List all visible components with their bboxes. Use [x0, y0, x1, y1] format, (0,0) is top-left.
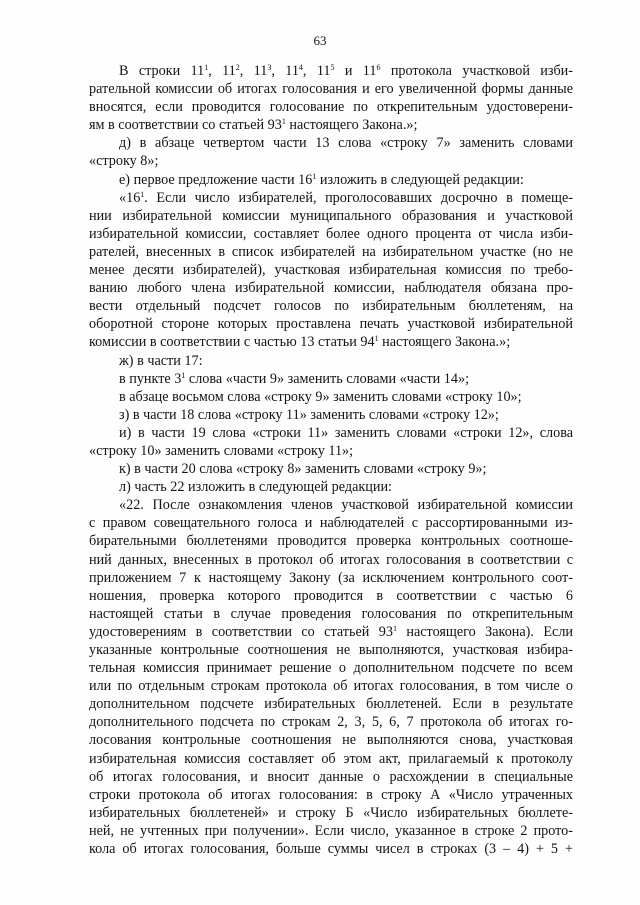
text-line — [89, 116, 573, 134]
text-line — [89, 786, 573, 804]
text-line — [89, 695, 573, 713]
text-line — [89, 623, 573, 641]
text-line — [89, 713, 573, 731]
text-line — [89, 768, 573, 786]
text-line — [89, 551, 573, 569]
text-segment: избирательная комиссия составляет об этом акт, прилагаемый к протоколу — [89, 750, 573, 767]
text-line — [89, 352, 573, 370]
text-segment: е) первое предложение части 16 — [119, 171, 313, 188]
text-line — [89, 315, 573, 333]
text-line — [89, 297, 573, 315]
text-line — [89, 171, 573, 189]
text-line — [89, 804, 573, 822]
text-segment: избирательной комиссии, составляет более одного процента от числа изби- — [89, 225, 573, 242]
text-line — [89, 460, 573, 478]
text-segment: об итогах голосования, и вносит данные о расхождении в специальные — [89, 768, 573, 785]
text-line — [89, 677, 573, 695]
text-segment: , 11 — [208, 63, 236, 79]
text-segment: оборотной стороне которых проставлена печать участковой избирательной — [89, 316, 573, 333]
document-body — [89, 62, 573, 858]
text-segment: тельная комиссия принимает решение о дополнительном подсчете по всем — [89, 660, 573, 677]
text-segment: ям в соответствии со статьей 93 — [89, 117, 282, 134]
text-line — [89, 750, 573, 768]
text-line — [89, 659, 573, 677]
text-segment: настоящего Закона.»; — [378, 334, 511, 351]
text-segment: рателей, внесенных в список избирателей на избирательном участке (но не — [89, 243, 573, 260]
text-segment: дополнительного подсчета по строкам 2, 3, 5, 6, 7 протокола об итогах го- — [89, 714, 573, 731]
text-segment: или по отдельным строкам протокола об итогах голосования, в том числе о — [89, 678, 573, 695]
text-line — [89, 388, 573, 406]
text-line — [89, 532, 573, 550]
text-segment: с правом совещательного голоса и наблюдателей с рассортированными из- — [89, 515, 573, 532]
text-segment: избирательных бюллетеней» и строку Б «Число избирательных бюллете- — [89, 804, 573, 821]
text-segment: В строки 11 — [119, 63, 205, 79]
text-segment: приложением 7 к настоящему Закону (за исключением контрольного соот- — [89, 569, 573, 586]
text-segment: в абзаце восьмом слова «строку 9» заменить словами «строку 10»; — [119, 388, 522, 405]
text-line — [89, 569, 573, 587]
text-segment: ванию любого члена избирательной комиссии, наблюдателя обязана про- — [89, 280, 573, 297]
text-segment: . Если число избирателей, проголосовавших досрочно в помеще- — [144, 189, 573, 206]
text-line — [89, 62, 573, 80]
page-number: 63 — [313, 33, 327, 48]
text-line — [89, 605, 573, 623]
text-line — [89, 478, 573, 496]
text-segment: к) в части 20 слова «строку 8» заменить словами «строку 9»; — [119, 461, 487, 478]
text-segment: ний данных, внесенных в протокол об итогах голосования в соответствии с — [89, 551, 573, 568]
text-segment: ношения, проверка которого проводится в соответствии с частью 6 — [89, 587, 573, 604]
superscript: 1 — [181, 370, 186, 380]
text-segment: ней, не учтенных при получении». Если число, указанное в строке 2 прото- — [89, 822, 573, 839]
text-segment: з) в части 18 слова «строку 11» заменить словами «строку 12»; — [119, 406, 499, 423]
text-segment: , 11 — [239, 63, 268, 79]
text-segment: настоящей статьи в случае проведения голосования по открепительным — [89, 605, 573, 622]
text-segment: комиссии в соответствии с частью 13 статьи 94 — [89, 334, 375, 351]
text-line — [89, 80, 573, 98]
text-line — [89, 731, 573, 749]
text-segment: «строку 10» заменить словами «строку 11»; — [89, 442, 354, 459]
text-line — [89, 496, 573, 514]
text-segment: менее десяти избирателей), участковая избирательная комиссия по требо- — [89, 262, 573, 279]
text-segment: указанные контрольные соотношения не выполняются, участковая избира- — [89, 642, 573, 658]
text-line — [89, 98, 573, 116]
text-segment: ж) в части 17: — [119, 352, 203, 369]
text-line — [89, 333, 573, 351]
text-line — [89, 279, 573, 297]
text-line — [89, 225, 573, 243]
text-segment: в пункте 3 — [119, 370, 182, 387]
text-line — [89, 587, 573, 605]
text-segment: «16 — [119, 189, 141, 206]
text-segment: нии избирательной комиссии муниципального образования и участковой — [89, 207, 573, 224]
superscript: 1 — [374, 334, 379, 344]
superscript: 3 — [267, 63, 272, 72]
text-line — [89, 641, 573, 659]
text-segment: л) часть 22 изложить в следующей редакции: — [119, 479, 392, 496]
superscript: 1 — [281, 117, 286, 127]
text-segment: настоящего Закона). Если — [396, 623, 573, 640]
text-line — [89, 822, 573, 840]
text-segment: , 11 — [271, 63, 299, 79]
text-segment: дополнительном подсчете избирательных бюллетеней. Если в результате — [89, 696, 573, 713]
text-line — [89, 189, 573, 207]
text-segment: д) в абзаце четвертом части 13 слова «строку 7» заменить словами — [119, 135, 573, 152]
text-line — [89, 370, 573, 388]
text-line — [89, 152, 573, 170]
text-segment: слова «части 9» заменить словами «части 14»; — [185, 370, 470, 387]
superscript: 1 — [392, 623, 397, 633]
text-segment: «22. После ознакомления членов участковой избирательной комиссии — [119, 497, 573, 514]
superscript: 2 — [235, 63, 240, 72]
text-line — [89, 406, 573, 424]
text-segment: лосования контрольные соотношения не выполняются снова, участковая — [89, 732, 573, 749]
text-line — [89, 243, 573, 261]
text-segment: рательной комиссии об итогах голосования и его увеличенной формы данные — [89, 81, 573, 98]
text-line — [89, 207, 573, 225]
text-line — [89, 840, 573, 858]
text-line — [89, 514, 573, 532]
superscript: 1 — [312, 171, 317, 181]
text-segment: «строку 8»; — [89, 153, 159, 170]
superscript: 5 — [330, 63, 335, 72]
text-segment: изложить в следующей редакции: — [316, 171, 524, 188]
text-segment: протокола участковой изби- — [380, 63, 574, 79]
text-segment: и) в части 19 слова «строки 11» заменить словами «строки 12», слова — [119, 424, 573, 441]
text-segment: кола об итогах голосования, больше суммы чисел в строках (3 – 4) + 5 + — [89, 841, 573, 858]
text-segment: вести отдельный подсчет голосов по избирательным бюллетеням, на — [89, 298, 573, 315]
text-line — [89, 424, 573, 442]
text-line — [89, 442, 573, 460]
text-segment: бирательными бюллетенями проводится проверка контрольных соотноше- — [89, 533, 573, 550]
superscript: 4 — [298, 63, 303, 72]
text-segment: строки протокола об итогах голосования: в строку А «Число утраченных — [89, 786, 573, 803]
superscript: 1 — [204, 63, 209, 72]
text-segment: удостоверениям в соответствии со статьей 93 — [89, 623, 393, 640]
text-line — [89, 261, 573, 279]
superscript: 1 — [140, 189, 145, 199]
superscript: 6 — [376, 63, 381, 72]
text-segment: , 11 — [302, 63, 331, 79]
text-segment: и 11 — [334, 63, 377, 79]
text-line — [89, 134, 573, 152]
text-segment: настоящего Закона.»; — [285, 117, 418, 134]
text-segment: вносятся, если проводится голосование по открепительным удостоверени- — [89, 99, 573, 116]
